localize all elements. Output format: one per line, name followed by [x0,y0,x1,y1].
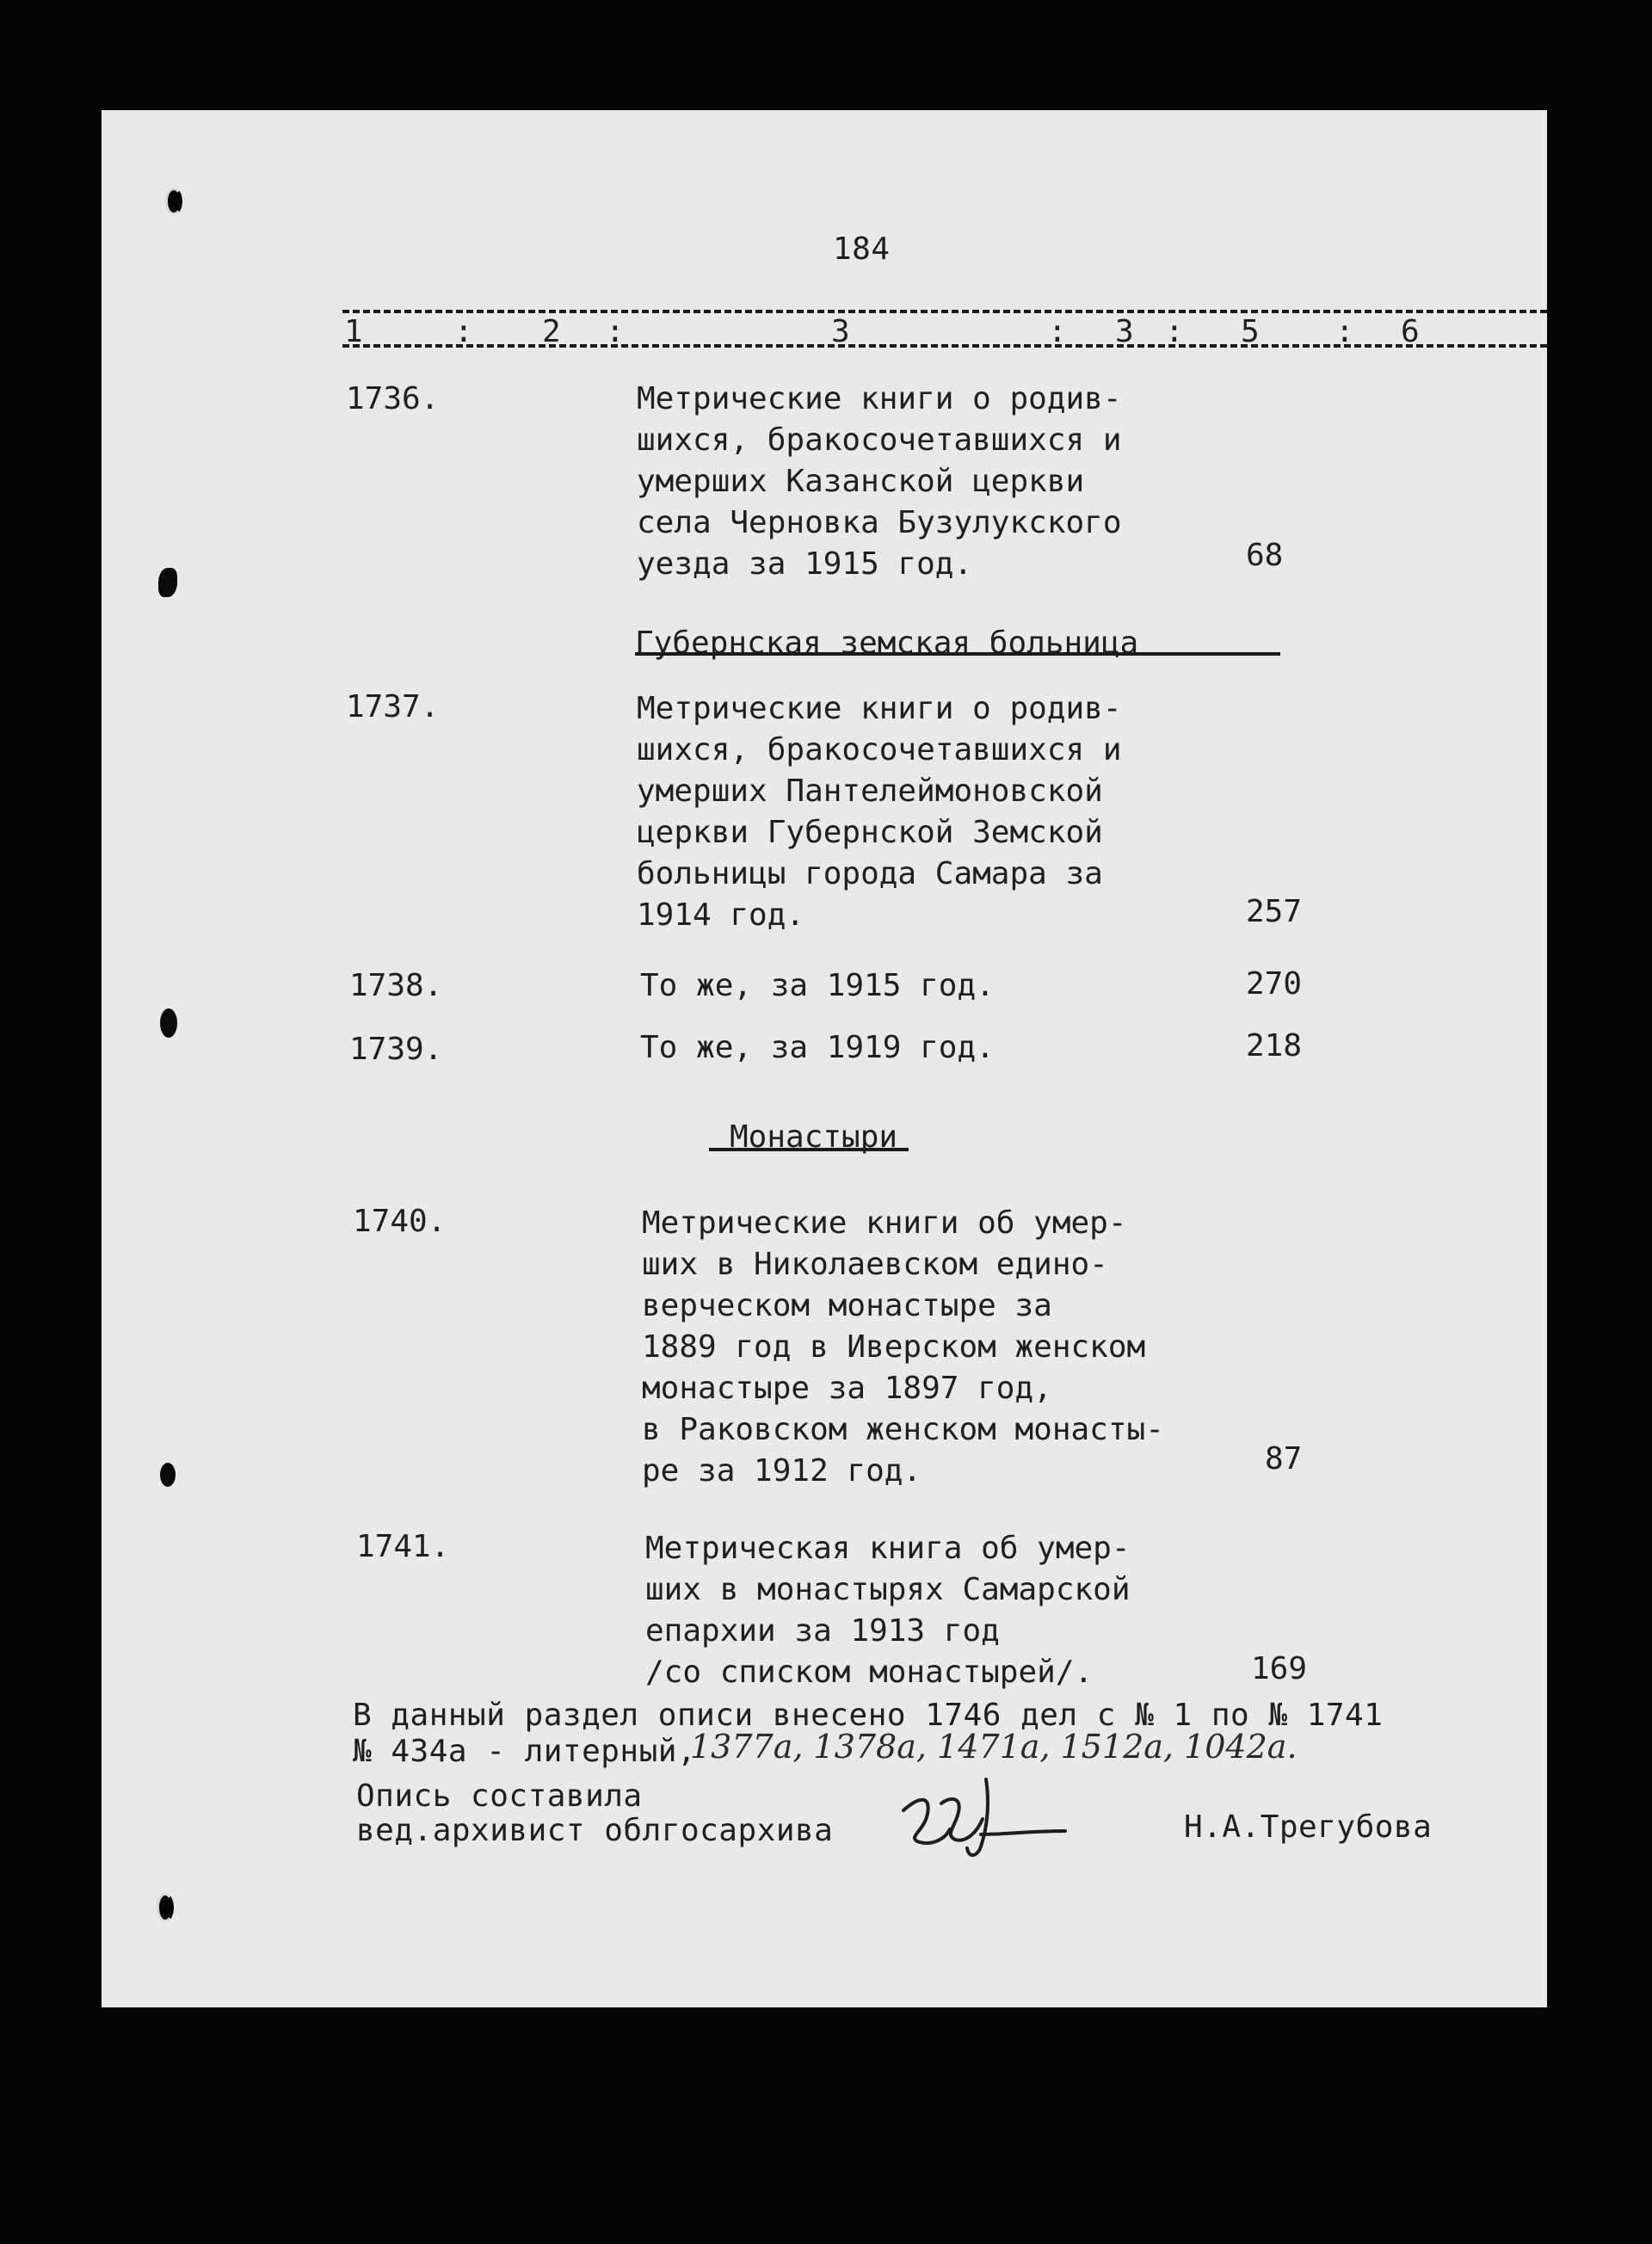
heading-underline [635,652,1280,656]
entry-number: 1737. [346,689,440,724]
margin-mark [157,1893,174,1922]
entry-number: 1738. [349,968,443,1003]
punch-hole [158,568,177,597]
col-num-6: 6 [1401,314,1421,349]
entry-number: 1741. [356,1529,450,1564]
col-num-4: 3 [1115,314,1135,349]
punch-hole [160,1008,177,1038]
compiler-name: Н.А.Трегубова [1184,1809,1433,1845]
summary-line-2: № 434а - литерный, [353,1734,697,1769]
col-num-3: 3 [831,314,851,349]
entry-number: 1740. [353,1204,447,1239]
col-sep: : [1165,314,1185,349]
entry-number: 1739. [349,1032,443,1067]
entry-description: То же, за 1915 год. [640,968,995,1003]
col-sep: : [606,314,626,349]
handwritten-additions: 1377а, 1378а, 1471а, 1512а, 1042а. [690,1728,1298,1766]
archive-page [102,110,1547,2007]
compiler-position: вед.архивист облгосархива [356,1813,834,1848]
entry-description: Метрические книги об умер- ших в Николаевском едино- верческом монастыре за 1889 год в Иверском женском монастыре за 1897 год, в Раковском женском монасты- ре за 1912 год. [642,1205,1164,1489]
section-heading-monasteries: Монастыри [730,1119,898,1155]
entry-volume: 68 [1246,538,1284,573]
heading-underline [709,1148,909,1151]
col-num-1: 1 [344,314,364,349]
page-number: 184 [833,231,891,267]
punch-hole [160,1463,176,1487]
col-sep: : [1048,314,1068,349]
header-rule-bottom [342,344,1547,348]
header-rule-top [342,310,1547,313]
entry-description: Метрические книги о родив- шихся, бракосочетавшихся и умерших Пантелеймоновской церкви Губернской Земской больницы города Самара за 1914 год. [637,691,1122,933]
summary-line-1: В данный раздел описи внесено 1746 дел с № 1 по № 1741 [353,1698,1384,1733]
compiled-by-label: Опись составила [356,1779,643,1814]
col-num-5: 5 [1241,314,1261,349]
col-num-2: 2 [542,314,562,349]
entry-volume: 87 [1265,1441,1303,1476]
col-sep: : [454,314,474,349]
section-heading-hospital: Губернская земская больница [635,626,1139,661]
entry-description: То же, за 1919 год. [640,1030,995,1065]
signature [893,1762,1074,1865]
entry-volume: 270 [1246,966,1303,1002]
margin-mark [165,188,182,215]
col-sep: : [1335,314,1355,349]
entry-volume: 218 [1246,1028,1303,1063]
entry-volume: 169 [1251,1651,1308,1686]
entry-volume: 257 [1246,894,1303,929]
entry-description: Метрическая книга об умер- ших в монастырях Самарской епархии за 1913 год /со списком монастырей/. [645,1531,1131,1690]
entry-number: 1736. [346,381,440,416]
entry-description: Метрические книги о родив- шихся, бракосочетавшихся и умерших Казанской церкви села Черновка Бузулукского уезда за 1915 год. [637,381,1122,582]
